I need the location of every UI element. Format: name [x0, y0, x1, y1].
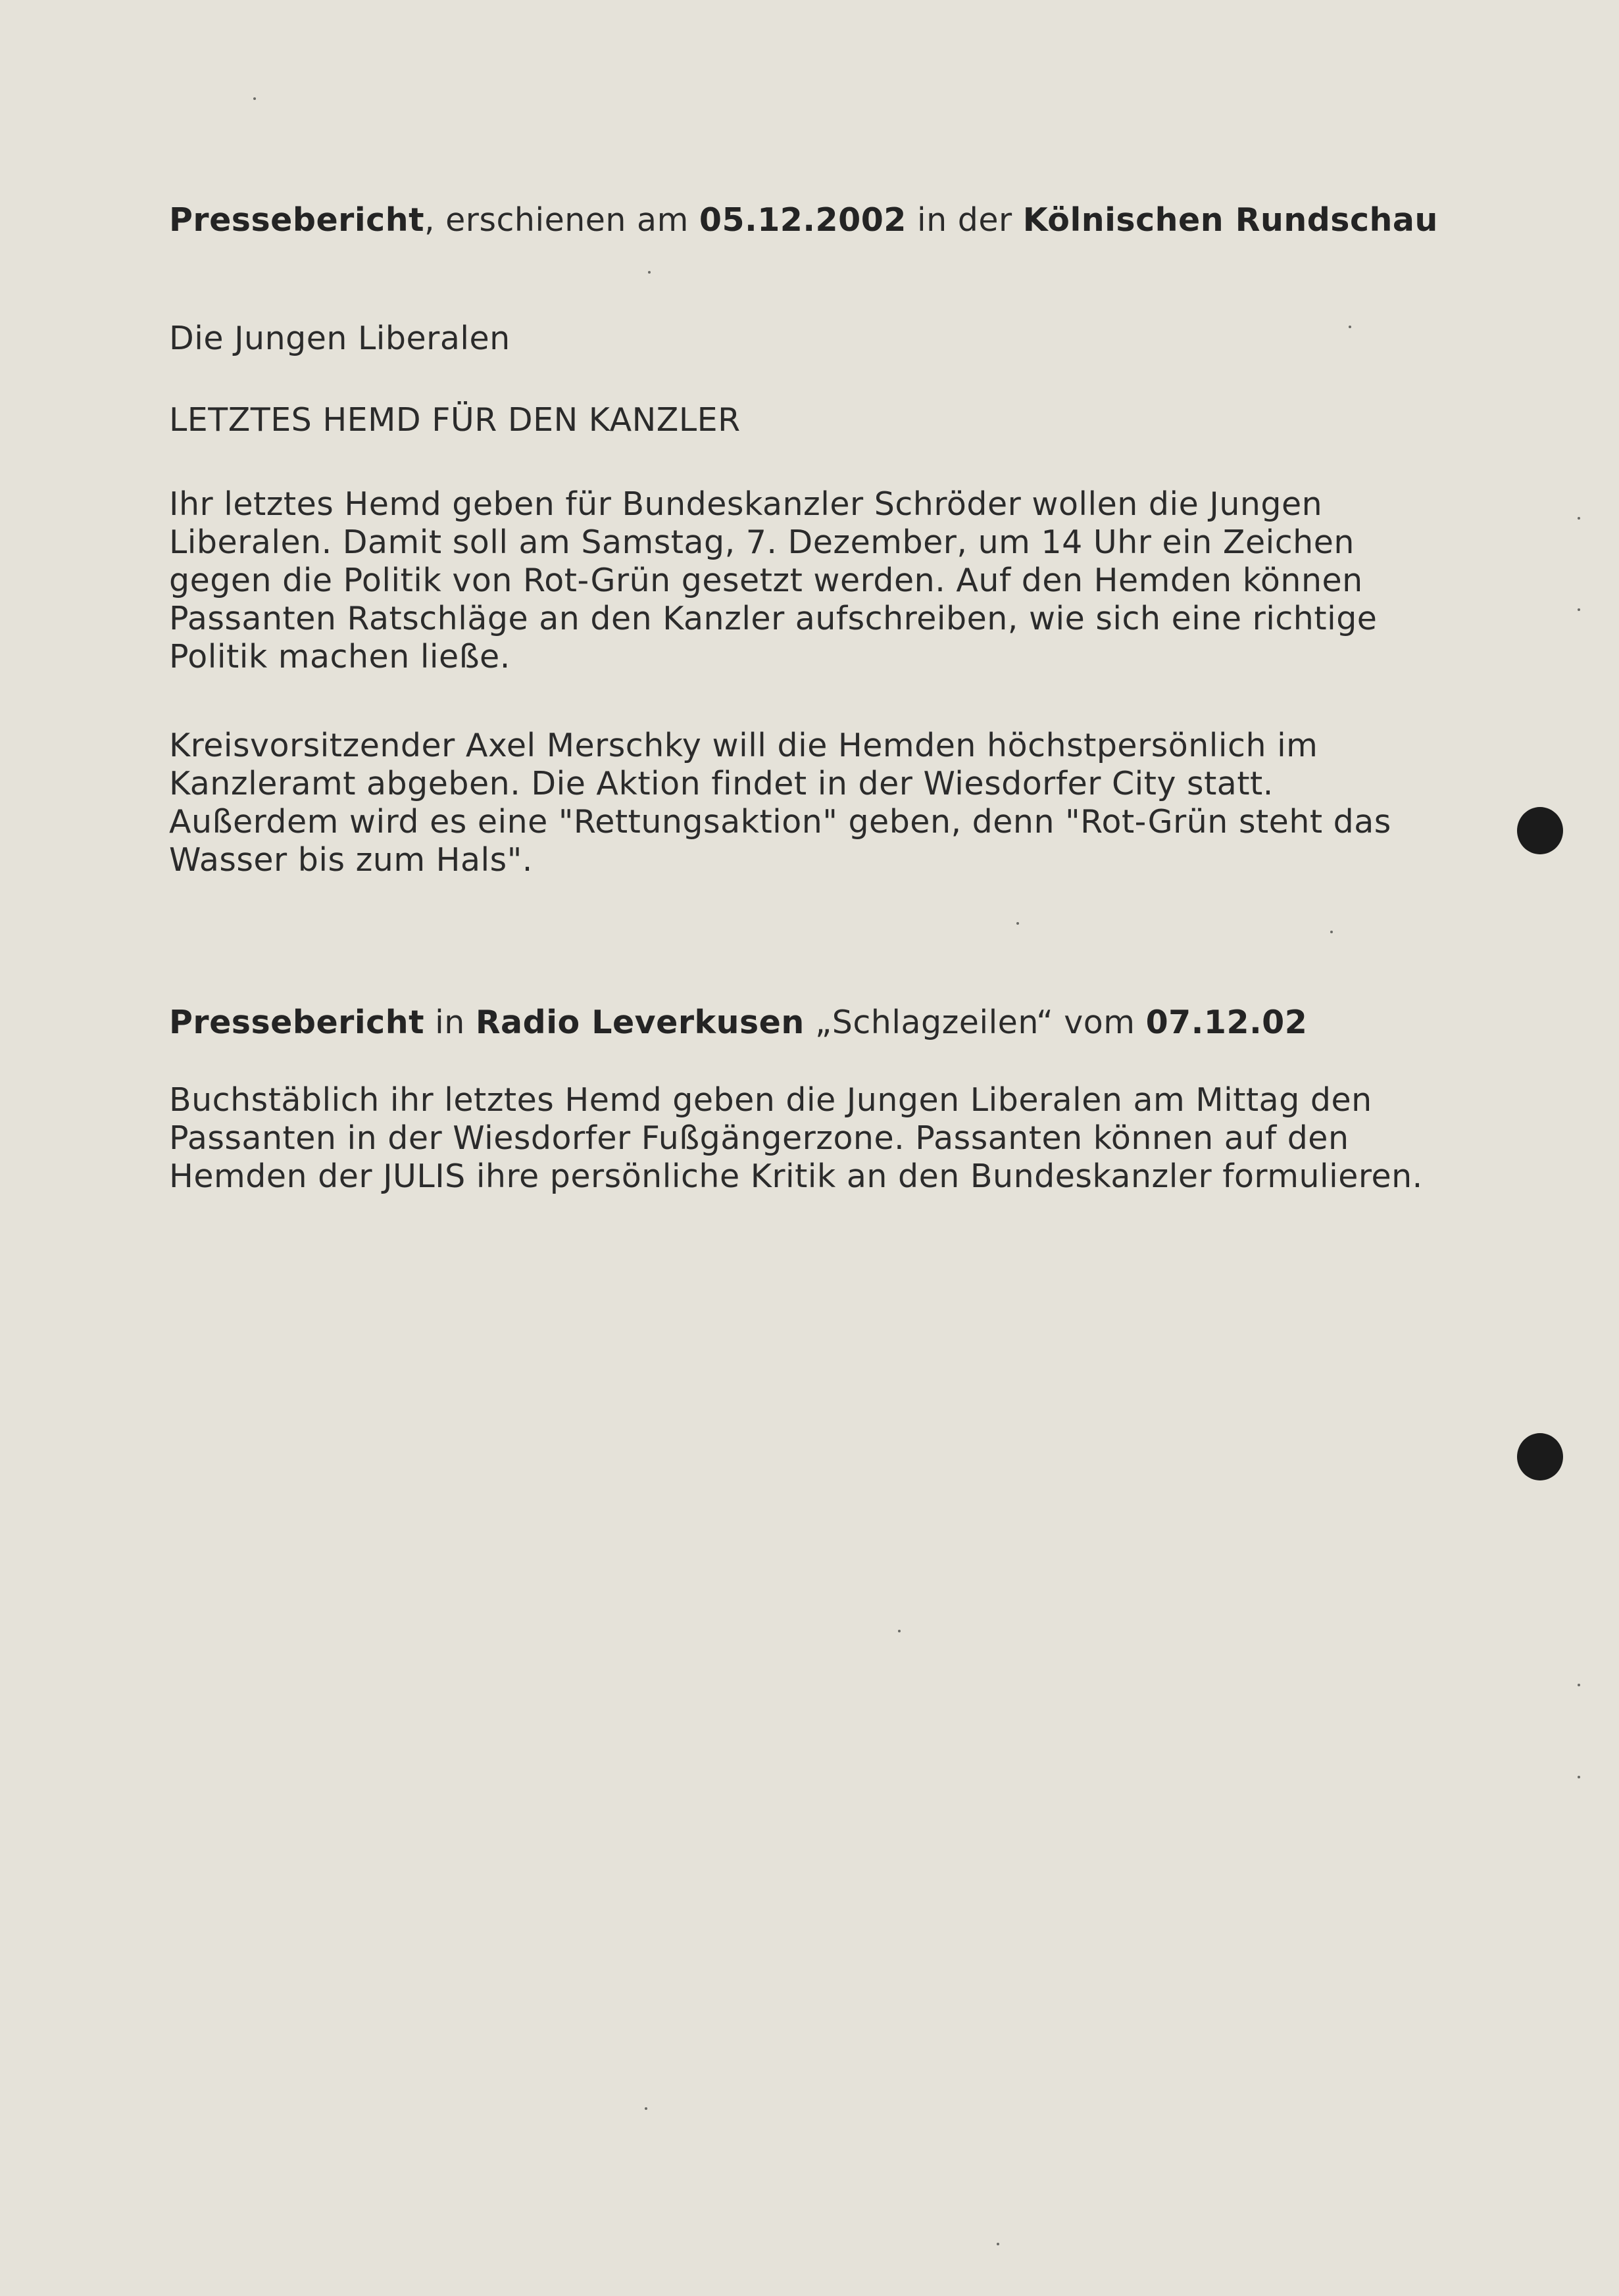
- report1-paragraph1: [169, 485, 1485, 676]
- article-title: LETZTES HEMD FÜR DEN KANZLER: [169, 401, 741, 439]
- report1-date: 05.12.2002: [699, 201, 907, 239]
- report2-program: „Schlagzeilen“ vom: [804, 1004, 1146, 1041]
- report2-source: Radio Leverkusen: [475, 1004, 805, 1041]
- organization-line: Die Jungen Liberalen: [169, 320, 511, 357]
- paragraph-line: Wasser bis zum Hals".: [169, 841, 533, 879]
- report2-label: Pressebericht: [169, 1004, 424, 1041]
- report2-paragraph: [169, 1081, 1485, 1196]
- paragraph-line: Ihr letztes Hemd geben für Bundeskanzler Schröder wollen die Jungen: [169, 485, 1323, 523]
- paragraph-line: Passanten Ratschläge an den Kanzler aufschreiben, wie sich eine richtige: [169, 600, 1378, 637]
- report2-mid: in: [424, 1004, 476, 1041]
- paragraph-line: Passanten in der Wiesdorfer Fußgängerzone. Passanten können auf den: [169, 1119, 1349, 1157]
- paragraph-line: Hemden der JULIS ihre persönliche Kritik an den Bundeskanzler formulieren.: [169, 1158, 1423, 1195]
- paragraph-line: Außerdem wird es eine "Rettungsaktion" geben, denn "Rot-Grün steht das: [169, 803, 1391, 841]
- report1-mid: in der: [906, 201, 1023, 239]
- paper-speck: [898, 1630, 901, 1632]
- paragraph-line: Kanzleramt abgeben. Die Aktion findet in der Wiesdorfer City statt.: [169, 765, 1274, 802]
- report2-date: 07.12.02: [1145, 1004, 1308, 1041]
- paper-speck: [648, 271, 651, 274]
- paper-speck: [997, 2243, 999, 2245]
- report2-heading: [169, 1004, 1485, 1042]
- paragraph-line: gegen die Politik von Rot-Grün gesetzt werden. Auf den Hemden können: [169, 562, 1363, 599]
- paper-speck: [1016, 922, 1019, 925]
- report1-heading: [169, 201, 1485, 239]
- paper-speck: [1578, 608, 1580, 611]
- paragraph-line: Politik machen ließe.: [169, 638, 511, 675]
- paper-speck: [1578, 1776, 1580, 1778]
- paragraph-line: Buchstäblich ihr letztes Hemd geben die Jungen Liberalen am Mittag den: [169, 1081, 1372, 1119]
- paragraph-line: Liberalen. Damit soll am Samstag, 7. Dezember, um 14 Uhr ein Zeichen: [169, 524, 1355, 561]
- paper-speck: [1330, 931, 1333, 933]
- paper-speck: [1349, 326, 1351, 328]
- paragraph-line: Kreisvorsitzender Axel Merschky will die Hemden höchstpersönlich im: [169, 727, 1318, 764]
- punch-hole: [1517, 1433, 1563, 1480]
- report1-source: Kölnischen Rundschau: [1022, 201, 1438, 239]
- report1-label: Pressebericht: [169, 201, 424, 239]
- paper-speck: [253, 97, 256, 100]
- paper-speck: [1578, 517, 1580, 520]
- paper-speck: [645, 2107, 647, 2110]
- report1-paragraph2: [169, 727, 1485, 879]
- report1-sep: , erschienen am: [424, 201, 699, 239]
- punch-hole: [1517, 807, 1563, 854]
- paper-speck: [1578, 1684, 1580, 1686]
